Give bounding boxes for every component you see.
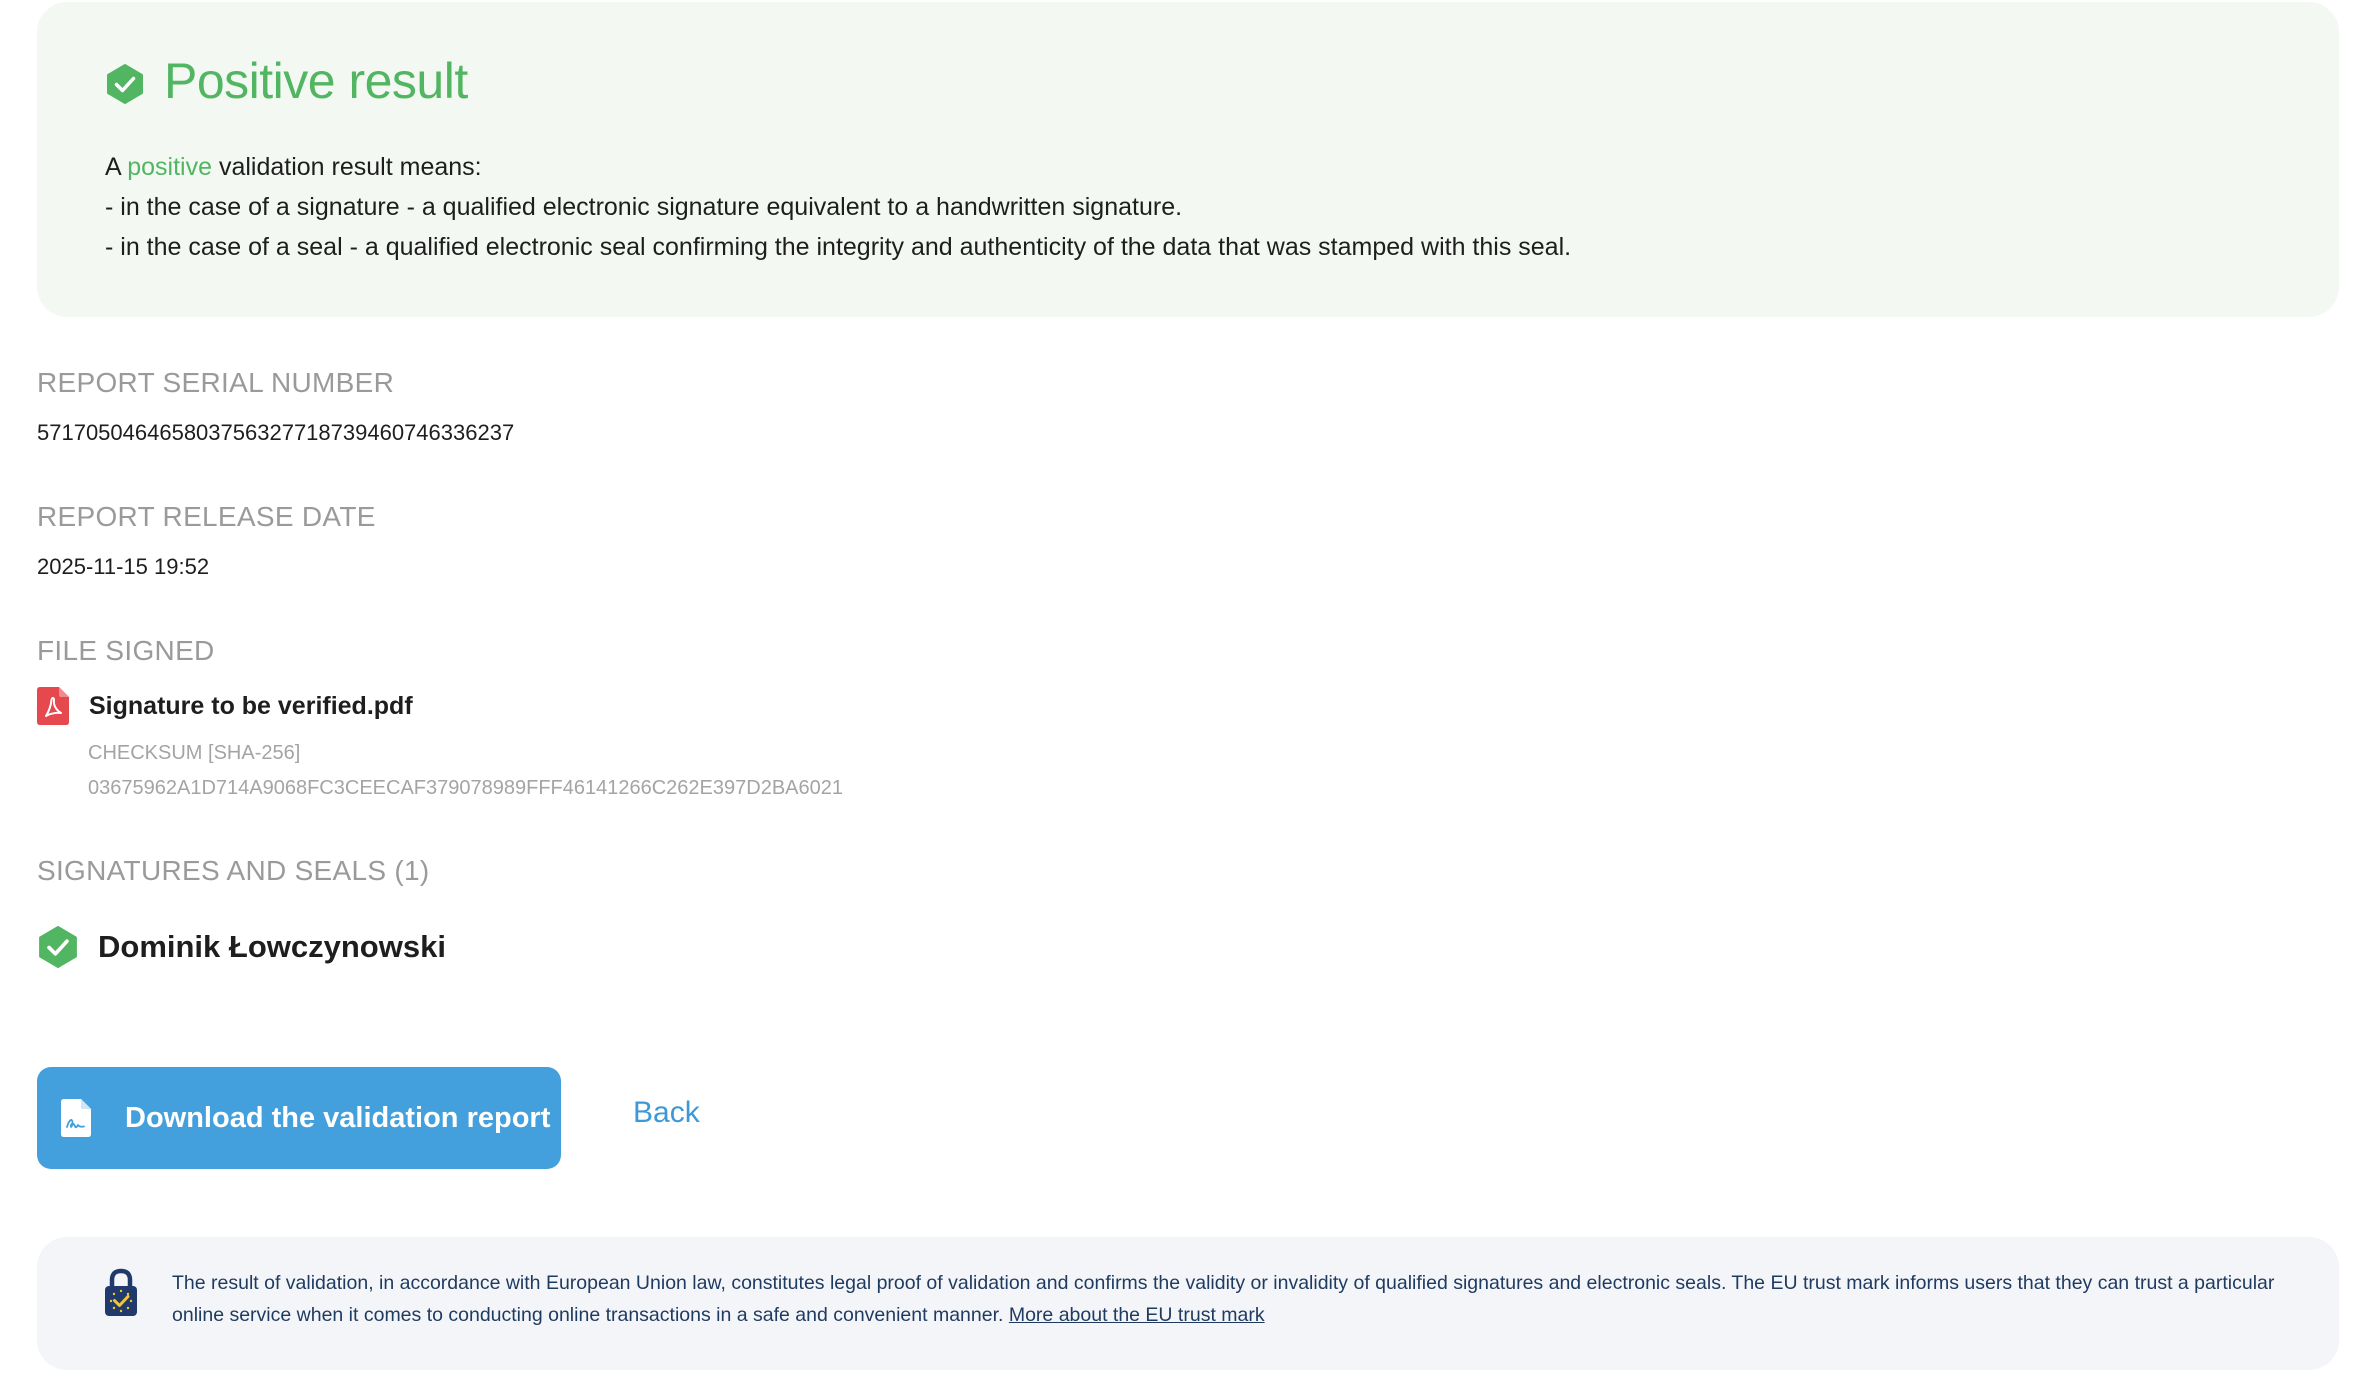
download-report-button[interactable]	[37, 1067, 561, 1169]
serial-number-label: REPORT SERIAL NUMBER	[37, 367, 395, 398]
trust-text: The result of validation, in accordance with European Union law, constitutes legal proof of validation and confirms the validity or invalidity of qualified signatures and electronic seals. The EU trust mark informs users that they can trust a particular online service when it comes to conducting online transactions in a safe and convenient manner.	[172, 1272, 2275, 1326]
eu-trust-mark-link[interactable]: More about the EU trust mark	[1008, 1304, 1265, 1326]
checksum-label: CHECKSUM [SHA-256]	[88, 742, 301, 764]
signatures-label: SIGNATURES AND SEALS (1)	[37, 855, 430, 886]
signer-name: Dominik Łowczynowski	[98, 929, 446, 964]
back-link[interactable]: Back	[633, 1096, 700, 1129]
serial-number-value: 571705046465803756327718739460746336237	[37, 420, 515, 445]
intro-suffix: validation result means:	[212, 153, 482, 181]
file-signed-label: FILE SIGNED	[37, 635, 215, 666]
eu-trust-mark-icon	[104, 1267, 138, 1317]
result-title: Positive result	[164, 53, 468, 109]
result-line-signature: - in the case of a signature - a qualified electronic signature equivalent to a handwritten signature.	[105, 193, 1183, 221]
eu-trust-description	[172, 1267, 2312, 1331]
signed-file	[37, 686, 413, 726]
result-line-seal: - in the case of a seal - a qualified electronic seal confirming the integrity and authenticity of the data that was stamped with this seal.	[105, 233, 1572, 261]
pdf-file-icon	[37, 687, 69, 725]
release-date-label: REPORT RELEASE DATE	[37, 501, 376, 532]
checksum-value: 03675962A1D714A9068FC3CEECAF379078989FFF46141266C262E397D2BA6021	[88, 777, 843, 799]
check-shield-icon	[105, 64, 145, 104]
result-description	[105, 147, 1571, 267]
signed-document-icon	[61, 1099, 91, 1137]
signer-item	[37, 922, 446, 972]
file-name: Signature to be verified.pdf	[89, 691, 413, 720]
result-intro	[105, 147, 1571, 187]
intro-prefix: A	[105, 153, 128, 181]
release-date-value: 2025-11-15 19:52	[37, 554, 210, 579]
intro-highlight: positive	[127, 153, 213, 181]
check-shield-icon	[37, 926, 79, 968]
validation-result-panel	[37, 2, 2339, 317]
eu-trust-panel	[37, 1237, 2339, 1370]
result-header	[105, 52, 468, 110]
download-button-label: Download the validation report	[125, 1101, 551, 1134]
